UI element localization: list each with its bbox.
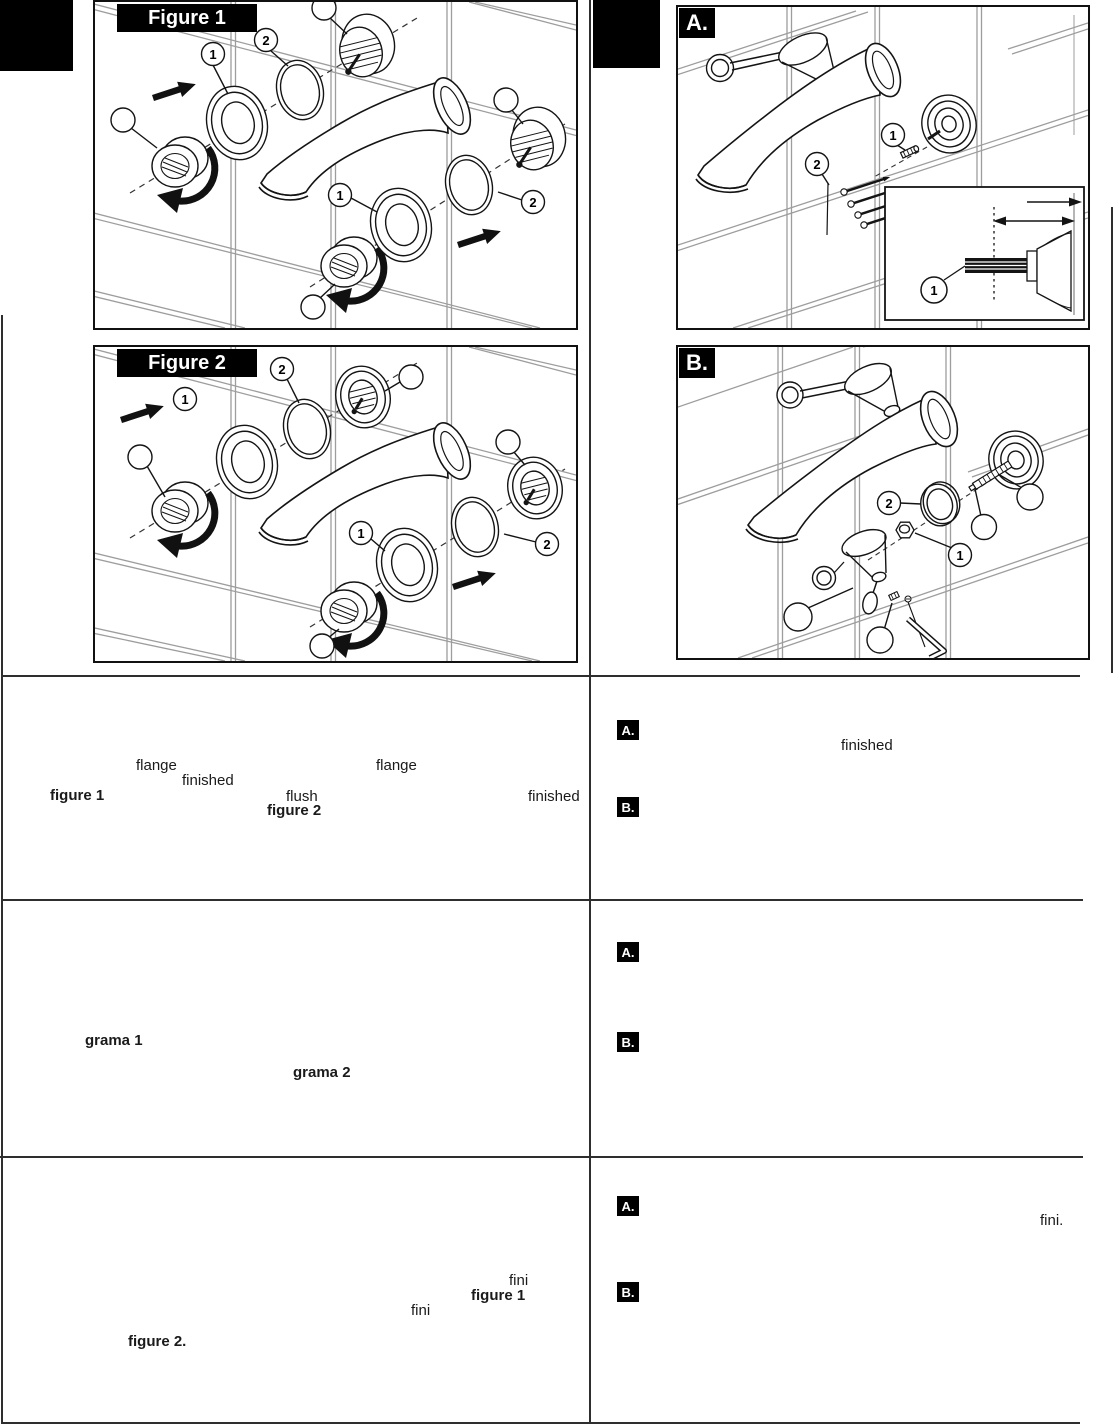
step-b-badge-row3: B. [617,1282,639,1302]
direction-arrow-upper [119,398,167,427]
threaded-nipple-lower [321,237,377,287]
step-b-label: B. [679,348,715,378]
rotate-arrowhead-upper [157,188,183,213]
figure2-title: Figure 2 [117,349,257,377]
stem-axis-dashed [874,147,927,177]
word-fini-b: fini [411,1302,431,1319]
threaded-nipple-lower [321,582,377,632]
callout-2-label: 2 [278,362,286,377]
flange-upper [209,419,285,505]
grid-line-mid2 [0,1156,1083,1158]
callout-2-label: 2 [813,157,821,172]
figure2-panel [93,345,578,663]
direction-arrow-lower [456,223,504,252]
center-divider-line [589,0,591,1424]
word-figure2-ref-row3: figure 2. [128,1333,187,1350]
step-b-badge-row2: B. [617,1032,639,1052]
word-figure2-ref: figure 2 [267,802,322,819]
threaded-nipple-upper [152,137,208,187]
callout-2b-label: 2 [529,195,537,210]
step-a-panel [676,5,1090,330]
rotate-arrowhead-upper [157,533,183,558]
left-border-line [1,315,3,1424]
step-b-panel [676,345,1090,660]
callout-1-label: 1 [209,47,217,62]
word-figure1-ref: figure 1 [50,787,105,804]
wall-cup-fitting-lower [501,451,568,524]
callout-2b-label: 2 [543,537,551,552]
word-grama2-ref: grama 2 [293,1064,351,1081]
word-finished-a: finished [182,772,234,789]
step-b-illustration [678,347,1088,658]
set-screw [889,592,900,601]
step-a-label: A. [679,8,715,38]
gasket-upper [270,55,329,124]
grid-line-mid1 [2,899,1083,901]
wall-cup-fitting-upper [329,360,396,433]
step-a-badge-row3: A. [617,1196,639,1216]
gasket-lower [439,150,498,219]
step-a-badge-row1: A. [617,720,639,740]
rotate-arrowhead-lower [326,288,352,313]
figure1-panel [93,0,578,330]
redacted-block-left [0,0,73,71]
word-flange-a: flange [136,757,177,774]
word-finished-right: finished [841,737,893,754]
gasket-lower [445,492,504,561]
grid-line-top [2,675,1080,677]
figure2-illustration [95,347,576,661]
callout-1b-label: 1 [357,526,365,541]
bevel-ring [916,478,965,530]
word-flange-b: flange [376,757,417,774]
allen-wrench [908,619,944,658]
step-b-badge-row1: B. [617,797,639,817]
step-a-badge-row2: A. [617,942,639,962]
direction-arrow-upper [151,76,199,105]
callout-1b-label: 1 [336,188,344,203]
inset-callout-1-label: 1 [930,283,938,298]
word-flush: flush [286,788,318,805]
callout-1-label: 1 [889,128,897,143]
direction-arrow-lower [451,565,499,594]
wall-fitting-upper [332,9,401,82]
step-a-illustration [678,7,1088,328]
redacted-block-right [593,0,660,68]
word-finished-b: finished [528,788,580,805]
callout-2-label: 2 [885,496,893,511]
word-grama1-ref: grama 1 [85,1032,143,1049]
callout-1-label: 1 [181,392,189,407]
callout-2-label: 2 [262,33,270,48]
bonnet-nut [896,522,914,538]
callout-1-label: 1 [956,548,964,563]
figure1-illustration [95,2,576,328]
grid-line-bottom [2,1422,1080,1424]
figure1-title: Figure 1 [117,4,257,32]
word-fini-a: fini [509,1272,529,1289]
word-figure1-ref-row3: figure 1 [471,1287,526,1304]
right-border-line [1111,207,1113,673]
word-fini-right: fini. [1040,1212,1064,1229]
